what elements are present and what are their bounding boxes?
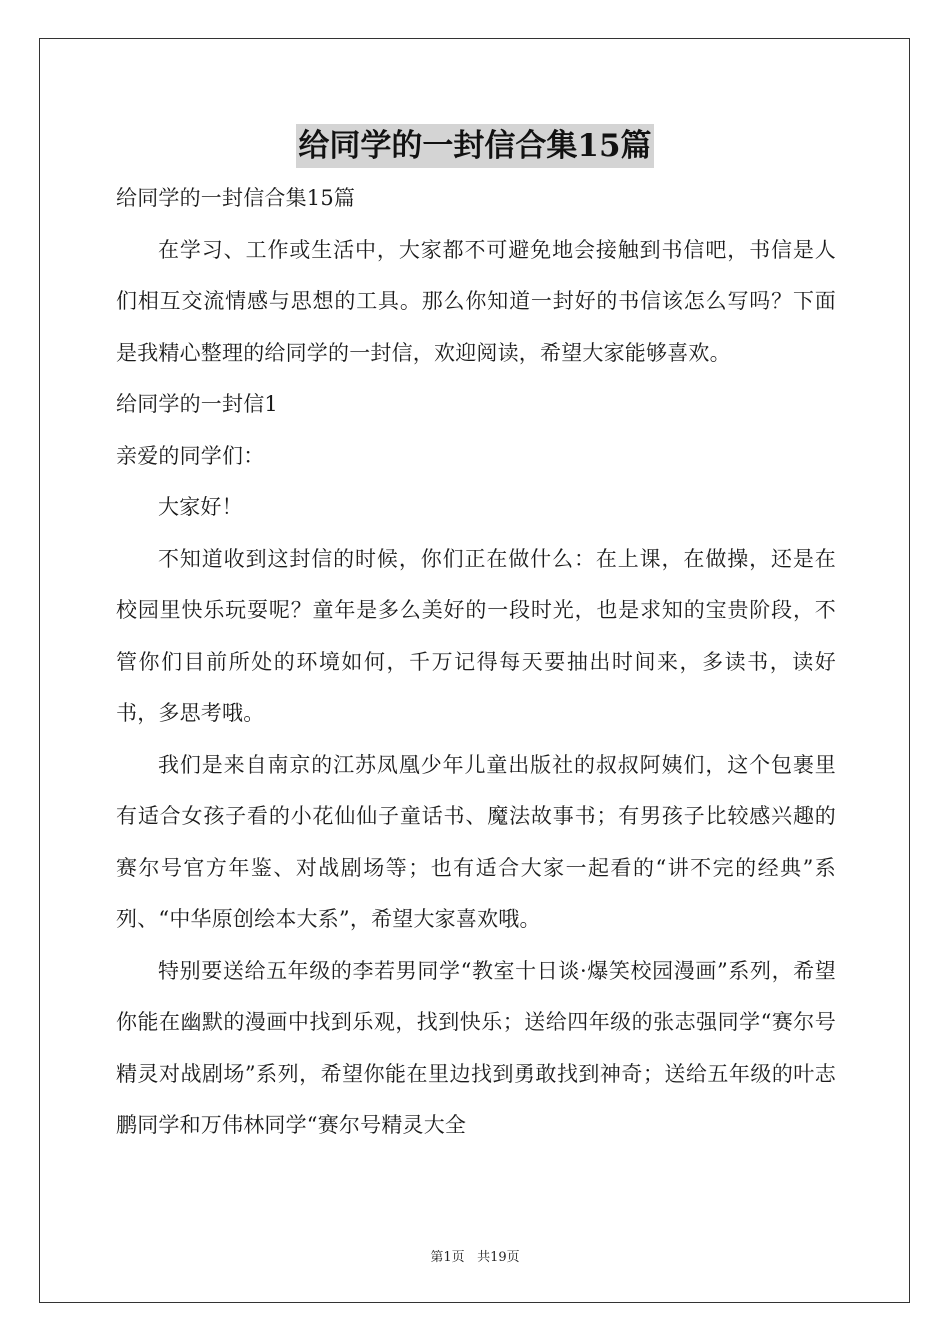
intro-paragraph: 在学习、工作或生活中，大家都不可避免地会接触到书信吧，书信是人们相互交流情感与思想的工具。那么你知道一封好的书信该怎么写吗？下面是我精心整理的给同学的一封信，欢迎阅读，希望大家能够喜欢。 [116,237,836,365]
letter-paragraph: 特别要送给五年级的李若男同学“教室十日谈·爆笑校园漫画”系列，希望你能在幽默的漫画中找到乐观，找到快乐；送给四年级的张志强同学“赛尔号精灵对战剧场”系列，希望你能在里边找到勇敢找到神奇；送给五年级的叶志鹏同学和万伟林同学“赛尔号精灵大全 [116,958,836,1137]
document-title: 给同学的一封信合集15篇 [296,124,653,168]
letter-greeting: 大家好！ [158,495,243,519]
document-body [116,173,836,1152]
page-total: 共19页 [477,1250,520,1265]
letter-salutation: 亲爱的同学们： [116,443,265,468]
page-number: 第1页 [430,1250,465,1265]
letter-heading: 给同学的一封信1 [116,392,278,416]
page-footer [0,1246,950,1265]
title-container [0,124,950,168]
letter-paragraph: 我们是来自南京的江苏凤凰少年儿童出版社的叔叔阿姨们，这个包裹里有适合女孩子看的小花仙仙子童话书、魔法故事书；有男孩子比较感兴趣的赛尔号官方年鉴、对战剧场等；也有适合大家一起看的“讲不完的经典”系列、“中华原创绘本大系”，希望大家喜欢哦。 [116,752,836,931]
letter-paragraph: 不知道收到这封信的时候，你们正在做什么：在上课，在做操，还是在校园里快乐玩耍呢？童年是多么美好的一段时光，也是求知的宝贵阶段，不管你们目前所处的环境如何，千万记得每天要抽出时间来，多读书，读好书，多思考哦。 [116,546,836,725]
document-subtitle: 给同学的一封信合集15篇 [116,186,356,210]
